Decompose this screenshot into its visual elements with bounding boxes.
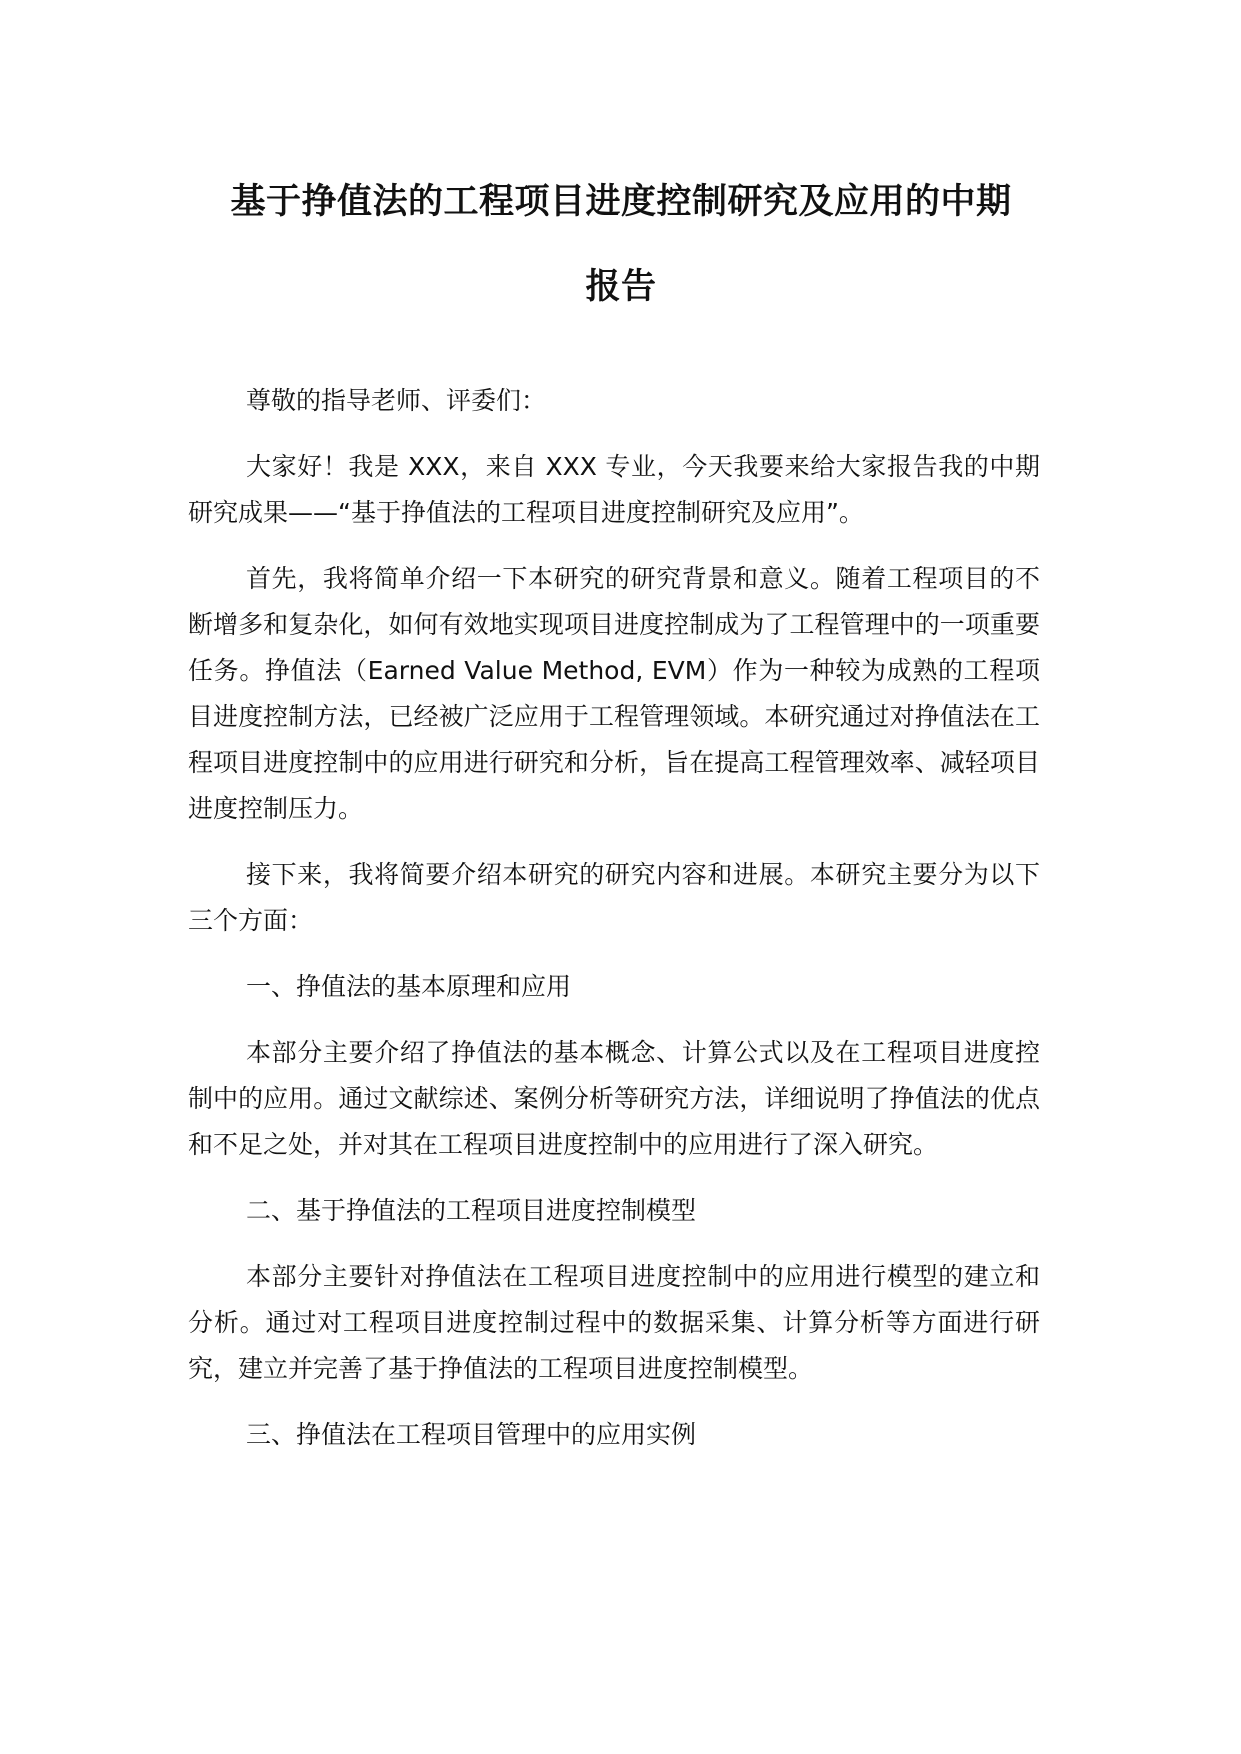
document-body — [188, 378, 1040, 1478]
paragraph-salutation: 尊敬的指导老师、评委们： — [246, 386, 547, 415]
section-heading-1: 一、挣值法的基本原理和应用 — [246, 972, 572, 1001]
paragraph-background: 首先，我将简单介绍一下本研究的研究背景和意义。随着工程项目的不断增多和复杂化，如何有效地实现项目进度控制成为了工程管理中的一项重要任务。挣值法（Earned Value Method, EVM）作为一种较为成熟的工程项目进度控制方法，已经被广泛应用于工程管理领域。本研究通过对挣值法在工程项目进度控制中的应用进行研究和分析，旨在提高工程管理效率、减轻项目进度控制压力。 — [188, 564, 1040, 823]
document-title-line-2: 报告 — [585, 267, 657, 307]
document-title-line-1: 基于挣值法的工程项目进度控制研究及应用的中期 — [230, 182, 1012, 222]
paragraph-content-intro: 接下来，我将简要介绍本研究的研究内容和进展。本研究主要分为以下三个方面： — [188, 860, 1040, 935]
paragraph-section-2: 本部分主要针对挣值法在工程项目进度控制中的应用进行模型的建立和分析。通过对工程项目进度控制过程中的数据采集、计算分析等方面进行研究，建立并完善了基于挣值法的工程项目进度控制模型。 — [188, 1262, 1040, 1383]
paragraph-greeting: 大家好！我是 XXX，来自 XXX 专业，今天我要来给大家报告我的中期研究成果——“基于挣值法的工程项目进度控制研究及应用”。 — [188, 452, 1040, 527]
section-heading-2: 二、基于挣值法的工程项目进度控制模型 — [246, 1196, 697, 1225]
paragraph-section-1: 本部分主要介绍了挣值法的基本概念、计算公式以及在工程项目进度控制中的应用。通过文献综述、案例分析等研究方法，详细说明了挣值法的优点和不足之处，并对其在工程项目进度控制中的应用进行了深入研究。 — [188, 1038, 1040, 1159]
section-heading-3: 三、挣值法在工程项目管理中的应用实例 — [246, 1420, 697, 1449]
